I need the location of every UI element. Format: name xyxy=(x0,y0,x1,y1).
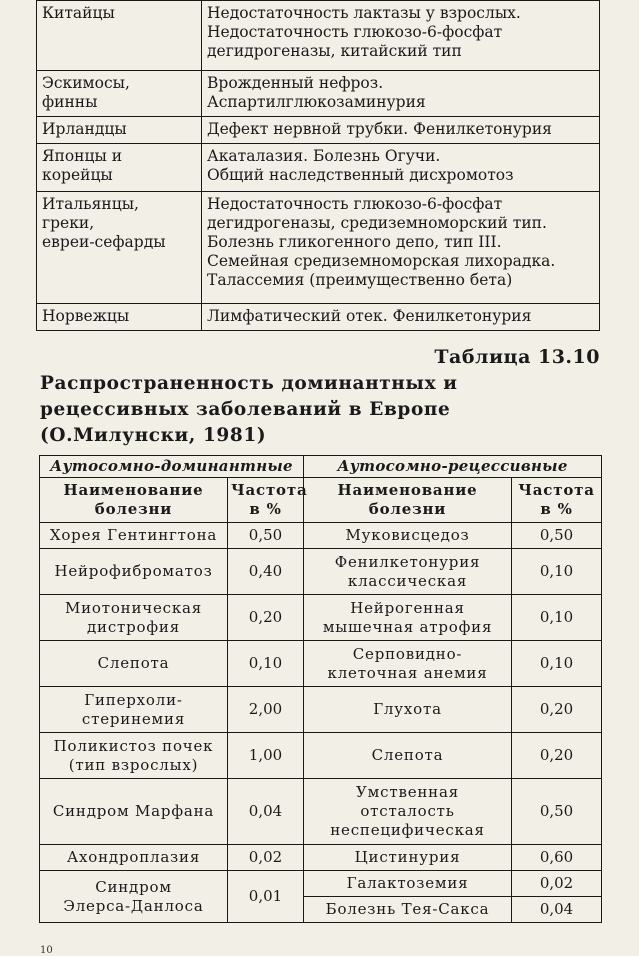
diseases-cell: Акаталазия. Болезнь Огучи. Общий наследственный дисхромотоз xyxy=(202,144,600,192)
recessive-disease-frequency: 0,50 xyxy=(512,779,602,845)
table-row xyxy=(40,523,602,549)
recessive-disease-name: Галактоземия xyxy=(304,871,512,897)
ethnic-group-cell: Итальянцы, греки, евреи-сефарды xyxy=(37,192,202,304)
dominant-disease-name: Гиперхоли- стеринемия xyxy=(40,687,228,733)
table-row xyxy=(37,1,600,71)
recessive-disease-name: Болезнь Тея-Сакса xyxy=(304,897,512,923)
table-row xyxy=(37,144,600,192)
dominant-disease-name: Миотоническая дистрофия xyxy=(40,595,228,641)
dominant-disease-name: Слепота xyxy=(40,641,228,687)
prevalence-table xyxy=(39,455,602,923)
table-row xyxy=(37,117,600,144)
recessive-disease-name: Глухота xyxy=(304,687,512,733)
recessive-group-header: Аутосомно-рецессивные xyxy=(304,456,602,478)
ethnic-group-cell: Китайцы xyxy=(37,1,202,71)
recessive-disease-name: Серповидно- клеточная анемия xyxy=(304,641,512,687)
recessive-disease-frequency: 0,50 xyxy=(512,523,602,549)
dominant-disease-name: Нейрофиброматоз xyxy=(40,549,228,595)
recessive-disease-frequency: 0,10 xyxy=(512,595,602,641)
diseases-cell: Врожденный нефроз. Аспартилглюкозаминурия xyxy=(202,71,600,117)
recessive-disease-name: Слепота xyxy=(304,733,512,779)
table-row xyxy=(40,845,602,871)
dominant-disease-name: Хорея Гентингтона xyxy=(40,523,228,549)
recessive-disease-frequency: 0,20 xyxy=(512,733,602,779)
dominant-disease-name: Ахондроплазия xyxy=(40,845,228,871)
dominant-disease-frequency: 0,10 xyxy=(228,641,304,687)
table-row xyxy=(40,549,602,595)
recessive-disease-frequency: 0,60 xyxy=(512,845,602,871)
dominant-disease-frequency: 0,01 xyxy=(228,871,304,923)
dominant-disease-name: Синдром Элерса-Данлоса xyxy=(40,871,228,923)
recessive-disease-frequency: 0,20 xyxy=(512,687,602,733)
table-caption: Распространенность доминантных и рецессивных заболеваний в Европе (О.Милунски, 1981) xyxy=(40,373,458,446)
recessive-disease-frequency: 0,02 xyxy=(512,871,602,897)
table-number: Таблица 13.10 xyxy=(434,346,600,368)
column-header-frequency: Частота в % xyxy=(512,478,602,523)
table-row xyxy=(37,192,600,304)
column-header-row xyxy=(40,478,602,523)
dominant-disease-frequency: 0,04 xyxy=(228,779,304,845)
table-row xyxy=(37,71,600,117)
dominant-group-header: Аутосомно-доминантные xyxy=(40,456,304,478)
recessive-disease-name: Нейрогенная мышечная атрофия xyxy=(304,595,512,641)
dominant-disease-frequency: 2,00 xyxy=(228,687,304,733)
ethnic-group-cell: Эскимосы, финны xyxy=(37,71,202,117)
table-row xyxy=(40,641,602,687)
ethnic-diseases-table xyxy=(36,0,600,331)
table-row xyxy=(40,733,602,779)
recessive-disease-name: Фенилкетонурия классическая xyxy=(304,549,512,595)
table-row xyxy=(40,687,602,733)
column-header-name: Наименование болезни xyxy=(40,478,228,523)
column-header-name: Наименование болезни xyxy=(304,478,512,523)
group-header-row xyxy=(40,456,602,478)
table-row xyxy=(40,779,602,845)
dominant-disease-frequency: 0,02 xyxy=(228,845,304,871)
page-number: 10 xyxy=(40,945,53,956)
diseases-cell: Недостаточность глюкозо-6-фосфат дегидрогеназы, средиземноморский тип. Болезнь гликогенного депо, тип III. Семейная средиземноморская лихорадка. Талассемия (преимущественно бета) xyxy=(202,192,600,304)
diseases-cell: Лимфатический отек. Фенилкетонурия xyxy=(202,304,600,331)
dominant-disease-name: Синдром Марфана xyxy=(40,779,228,845)
diseases-cell: Недостаточность лактазы у взрослых. Недостаточность глюкозо-6-фосфат дегидрогеназы, китайский тип xyxy=(202,1,600,71)
ethnic-group-cell: Норвежцы xyxy=(37,304,202,331)
recessive-disease-frequency: 0,10 xyxy=(512,641,602,687)
column-header-frequency: Частота в % xyxy=(228,478,304,523)
dominant-disease-frequency: 0,20 xyxy=(228,595,304,641)
diseases-cell: Дефект нервной трубки. Фенилкетонурия xyxy=(202,117,600,144)
recessive-disease-name: Муковисцедоз xyxy=(304,523,512,549)
recessive-disease-frequency: 0,04 xyxy=(512,897,602,923)
table-row xyxy=(40,595,602,641)
recessive-disease-name: Умственная отсталость неспецифическая xyxy=(304,779,512,845)
dominant-disease-frequency: 0,40 xyxy=(228,549,304,595)
dominant-disease-frequency: 0,50 xyxy=(228,523,304,549)
table-row xyxy=(40,871,602,897)
ethnic-group-cell: Японцы и корейцы xyxy=(37,144,202,192)
table-row xyxy=(37,304,600,331)
dominant-disease-frequency: 1,00 xyxy=(228,733,304,779)
recessive-disease-frequency: 0,10 xyxy=(512,549,602,595)
ethnic-group-cell: Ирландцы xyxy=(37,117,202,144)
dominant-disease-name: Поликистоз почек (тип взрослых) xyxy=(40,733,228,779)
recessive-disease-name: Цистинурия xyxy=(304,845,512,871)
